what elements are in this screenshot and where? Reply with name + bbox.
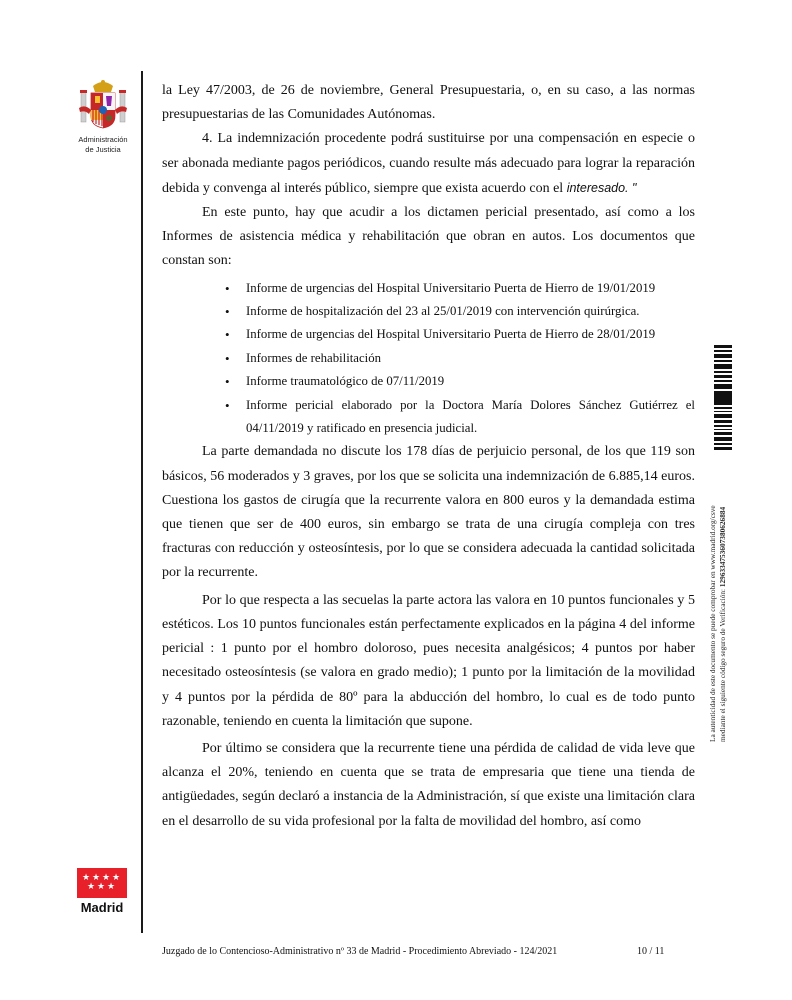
list-item: • Informe de hospitalización del 23 al 25/01/2019 con intervención quirúrgica. <box>246 300 695 323</box>
list-item: • Informe de urgencias del Hospital Universitario Puerta de Hierro de 19/01/2019 <box>246 277 695 300</box>
verification-line1: La autenticidad de este documento se puede comprobar en www.madrid.org/csve <box>708 505 717 742</box>
margin-divider-line <box>141 71 143 933</box>
csv-code: 1296334753607380626884 <box>718 506 727 588</box>
paragraph-text: 4. La indemnización procedente podrá sustituirse por una compensación en especie o ser abonada mediante pagos periódicos, cuando resulte más adecuado para lograr la reparación debida y convenga al interés público, siempre que exista acuerdo con el <box>162 131 695 196</box>
comunidad-madrid-logo <box>77 868 127 916</box>
list-item: • Informes de rehabilitación <box>246 347 695 370</box>
list-item: • Informe de urgencias del Hospital Universitario Puerta de Hierro de 28/01/2019 <box>246 323 695 346</box>
closing-quote: " <box>628 180 637 195</box>
verification-label: mediante el siguiente código seguro de Verificación: <box>718 587 727 742</box>
footer-court: Juzgado de lo Contencioso-Administrativo nº 33 de Madrid - Procedimiento Abreviado - 124/2021 <box>162 946 558 957</box>
page-footer <box>162 946 692 957</box>
verification-line2 <box>718 505 728 742</box>
paragraph-documents-intro: En este punto, hay que acudir a los dictamen pericial presentado, así como a los Informes de asistencia médica y rehabilitación que obran en autos. Los documentos que constan son: <box>162 205 695 269</box>
verification-text <box>708 505 728 742</box>
madrid-logo-text: Madrid <box>80 900 124 915</box>
page-number: 10 / 11 <box>637 946 665 957</box>
coat-of-arms-icon <box>77 78 129 134</box>
logo-caption-line2: de Justicia <box>85 145 121 154</box>
paragraph-italic-word: interesado. <box>566 180 629 195</box>
madrid-flag-icon: ★ ★ ★ ★ ★ ★ ★ <box>77 868 127 898</box>
documents-list <box>162 277 695 441</box>
list-item: • Informe traumatológico de 07/11/2019 <box>246 370 695 393</box>
document-body <box>162 79 695 834</box>
paragraph-continuation: la Ley 47/2003, de 26 de noviembre, General Presupuestaria, o, en su caso, a las normas presupuestarias de las Comunidades Autónomas. <box>162 83 695 123</box>
administracion-justicia-logo <box>72 78 134 154</box>
list-item: • Informe pericial elaborado por la Doctora María Dolores Sánchez Gutiérrez el 04/11/2019 y ratificado en presencia judicial. <box>246 394 695 441</box>
paragraph-secuelas: Por lo que respecta a las secuelas la parte actora las valora en 10 puntos funcionales y 5 estéticos. Los 10 puntos funcionales están perfectamente explicados en la página 4 del informe pericial : 1 punto por el hombro doloroso, pues necesita analgésicos; 4 puntos por haber necesitado osteosíntesis (se valora en grado medio); 1 punto por la limitación de la movilidad y 4 puntos por la pérdida de 80º para la abducción del hombro, lo cual es de todo punto razonable, teniendo en cuenta la limitación que supone. <box>162 592 695 729</box>
barcode-icon <box>714 345 732 450</box>
logo-caption-line1: Administración <box>78 135 128 144</box>
paragraph-indemnization-4 <box>162 127 695 201</box>
paragraph-demandada: La parte demandada no discute los 178 días de perjuicio personal, de los que 119 son básicos, 56 moderados y 3 graves, por los que se solicita una indemnización de 6.885,14 euros. Cuestiona los gastos de cirugía que la recurrente valora en 800 euros y la demandada estima que tienen que ser de 400 euros, sin embargo se trata de una cirugía compleja con tres fracturas con reducción y osteosíntesis, por lo que se considera adecuada la cantidad solicitada por la recurrente. <box>162 444 695 581</box>
paragraph-calidad-vida: Por último se considera que la recurrente tiene una pérdida de calidad de vida leve que alcanza el 20%, teniendo en cuenta que se trata de empresaria que tiene una tienda de antigüedades, según declaró a instancia de la Administración, sí que existe una limitación clara en el desarrollo de su vida profesional por la falta de movilidad del hombro, así como <box>162 740 695 829</box>
